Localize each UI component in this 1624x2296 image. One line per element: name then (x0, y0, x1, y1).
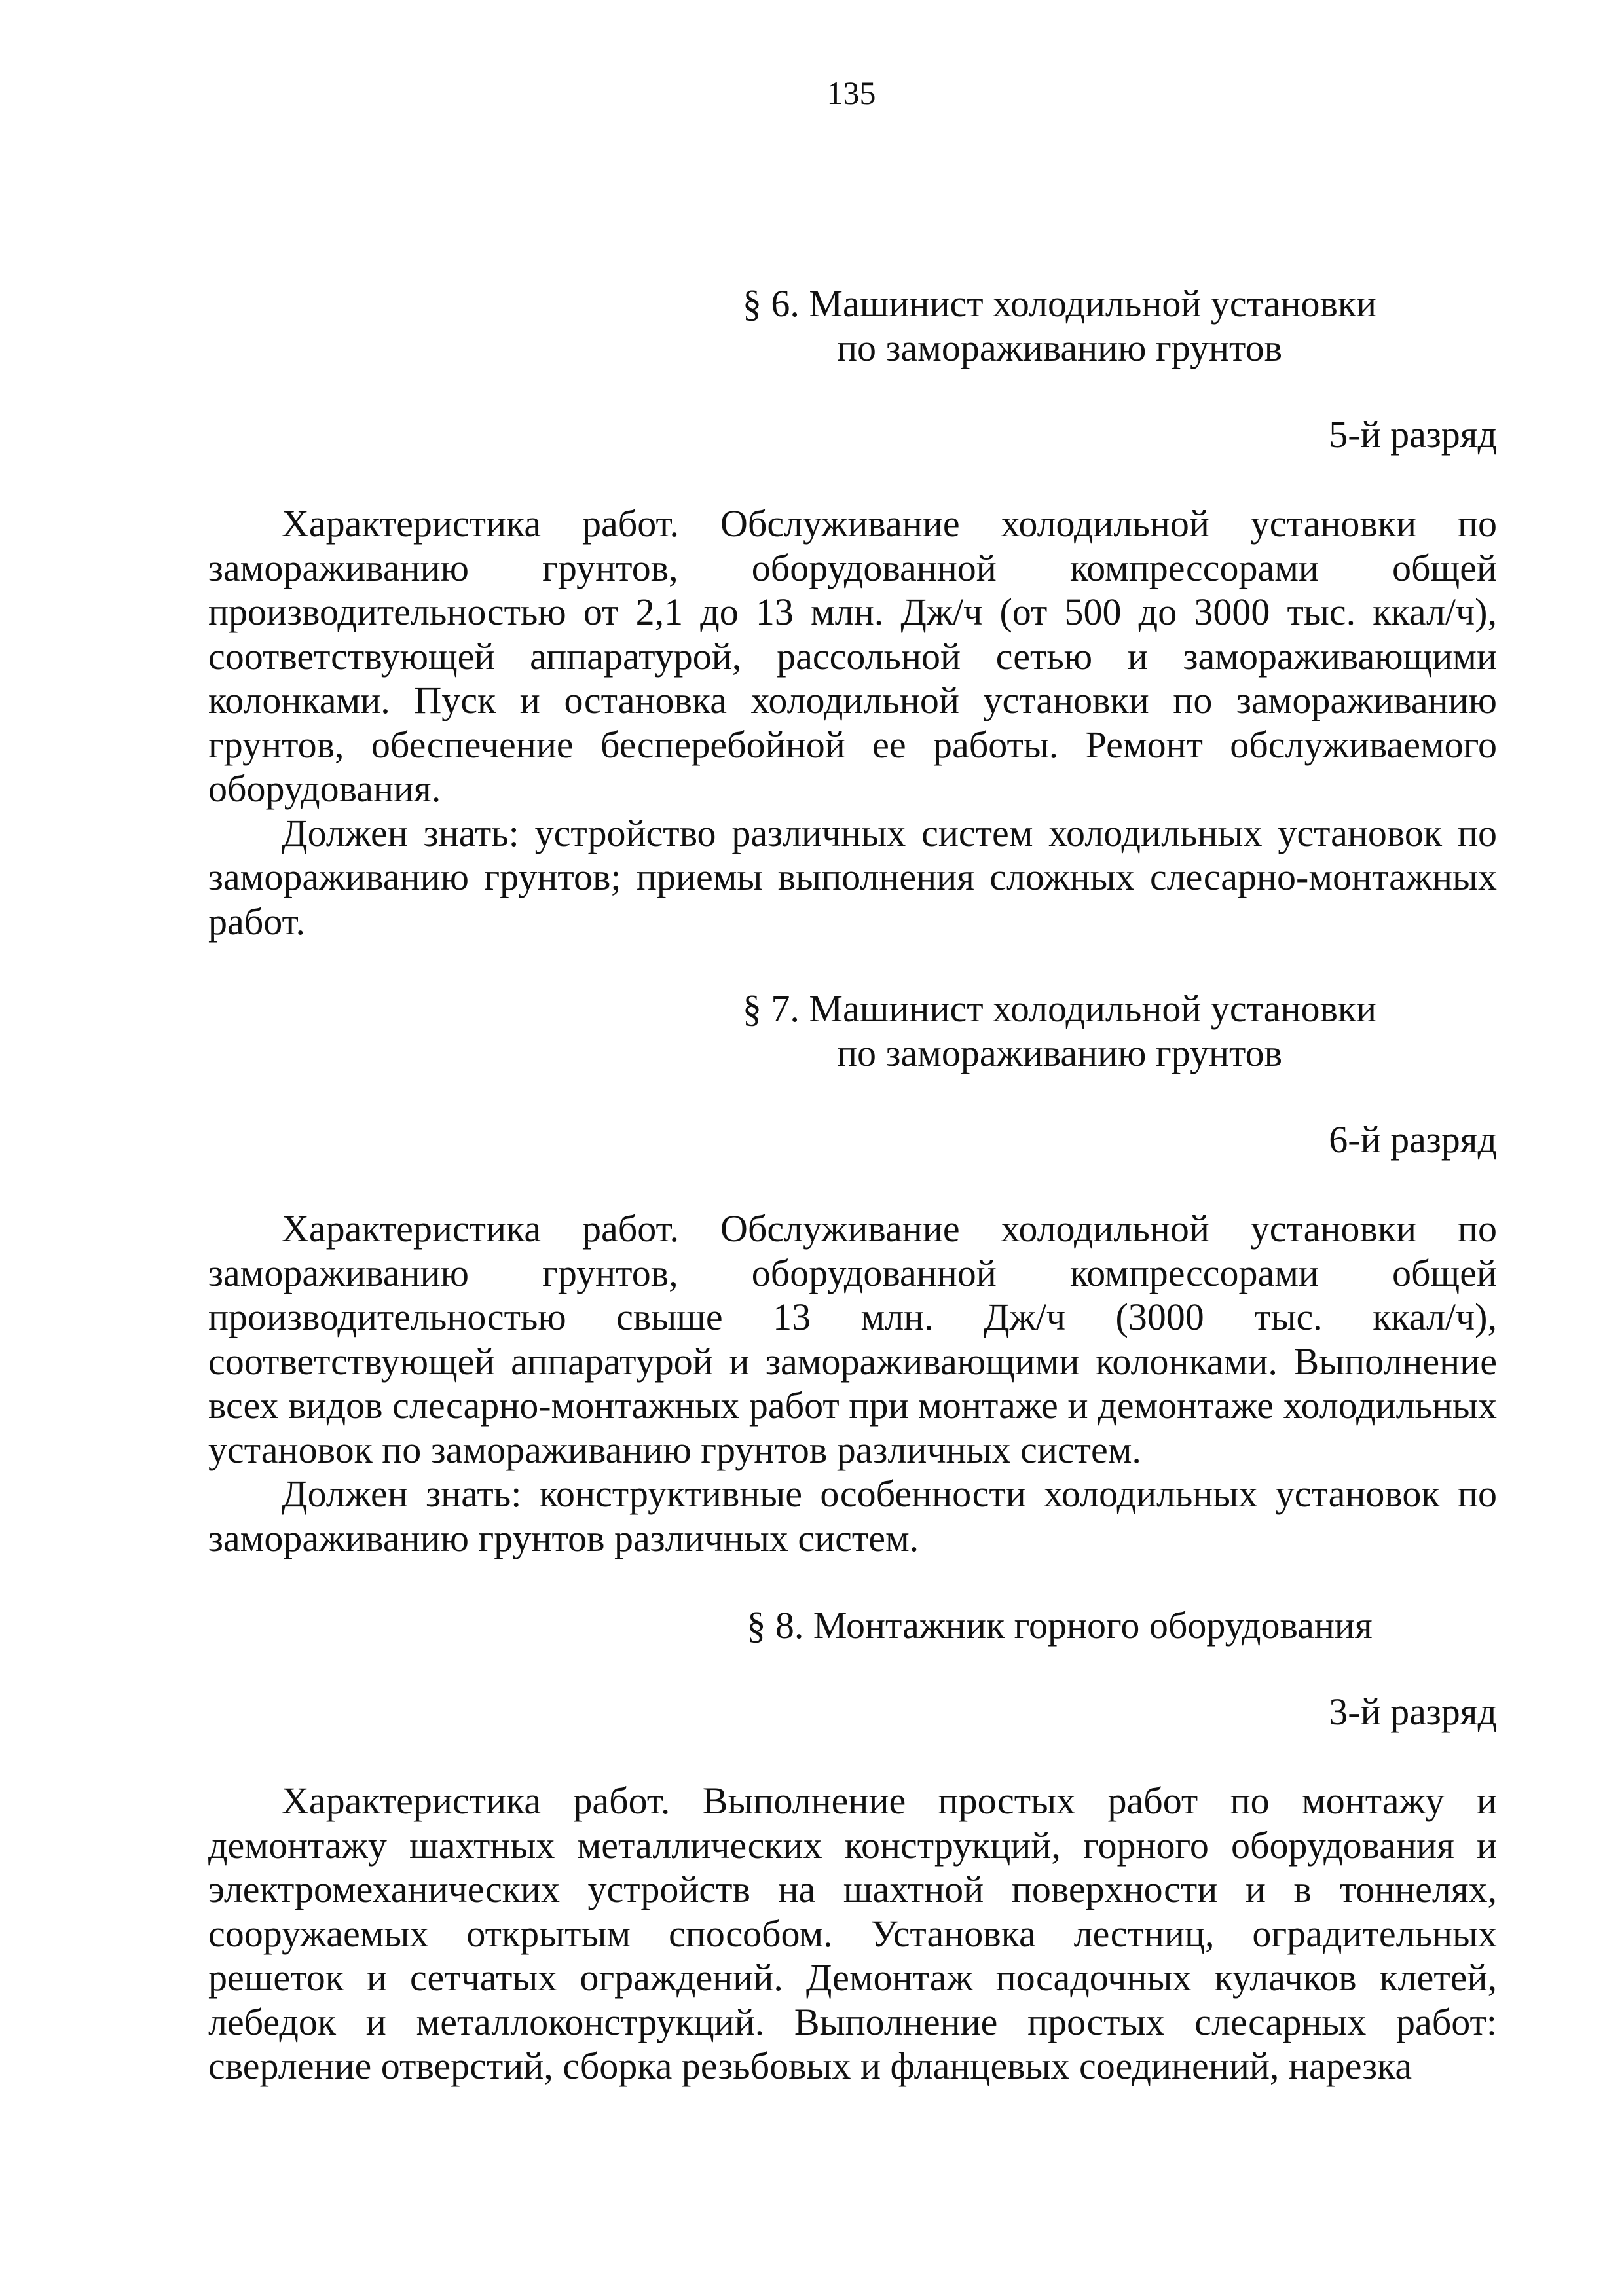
section-title-line: по замораживанию грунтов (836, 1032, 1283, 1074)
work-characteristic-paragraph: Характеристика работ. Выполнение простых работ по монтажу и демонтажу шахтных металлических конструкций, горного оборудования и электромеханических устройств на шахтной поверхности и в тоннелях, сооружаемых открытым способом. Установка лестниц, оградительных решеток и сетчатых ограждений. Демонтаж посадочных кулачков клетей, лебедок и металлоконструкций. Выполнение простых слесарных работ: сверление отверстий, сборка резьбовых и фланцевых соединений, нарезка (208, 1779, 1497, 2087)
required-knowledge-paragraph: Должен знать: конструктивные особенности холодильных установок по замораживанию грунтов различных систем. (208, 1472, 1497, 1559)
grade-label: 6-й разряд (1329, 1118, 1497, 1161)
page-content (208, 282, 1497, 2088)
section-8 (208, 1603, 1497, 2088)
section-title-line: по замораживанию грунтов (836, 327, 1283, 369)
section-title (405, 987, 1624, 1076)
section-title-line: § 7. Машинист холодильной установки (742, 987, 1377, 1030)
grade-label: 3-й разряд (1329, 1690, 1497, 1733)
work-characteristic-paragraph: Характеристика работ. Обслуживание холодильной установки по замораживанию грунтов, оборудованной компрессорами общей производительностью от 2,1 до 13 млн. Дж/ч (от 500 до 3000 тыс. ккал/ч), соответствующей аппаратурой, рассольной сетью и замораживающими колонками. Пуск и остановка холодильной установки по замораживанию грунтов, обеспечение бесперебойной ее работы. Ремонт обслуживаемого оборудования. (208, 502, 1497, 810)
section-title-line: § 6. Машинист холодильной установки (742, 282, 1377, 325)
grade-label: 5-й разряд (1329, 413, 1497, 456)
required-knowledge-paragraph: Должен знать: устройство различных систем холодильных установок по замораживанию грунтов; приемы выполнения сложных слесарно-монтажных работ. (208, 811, 1497, 943)
section-title (405, 1603, 1624, 1648)
section-7 (208, 987, 1497, 1560)
work-characteristic-paragraph: Характеристика работ. Обслуживание холодильной установки по замораживанию грунтов, оборудованной компрессорами общей производительностью свыше 13 млн. Дж/ч (3000 тыс. ккал/ч), соответствующей аппаратурой и замораживающими колонками. Выполнение всех видов слесарно-монтажных работ при монтаже и демонтаже холодильных установок по замораживанию грунтов различных систем. (208, 1207, 1497, 1471)
section-title (405, 282, 1624, 371)
page-number: 135 (826, 75, 876, 111)
section-6 (208, 282, 1497, 943)
section-title-line: § 8. Монтажник горного оборудования (747, 1604, 1373, 1647)
